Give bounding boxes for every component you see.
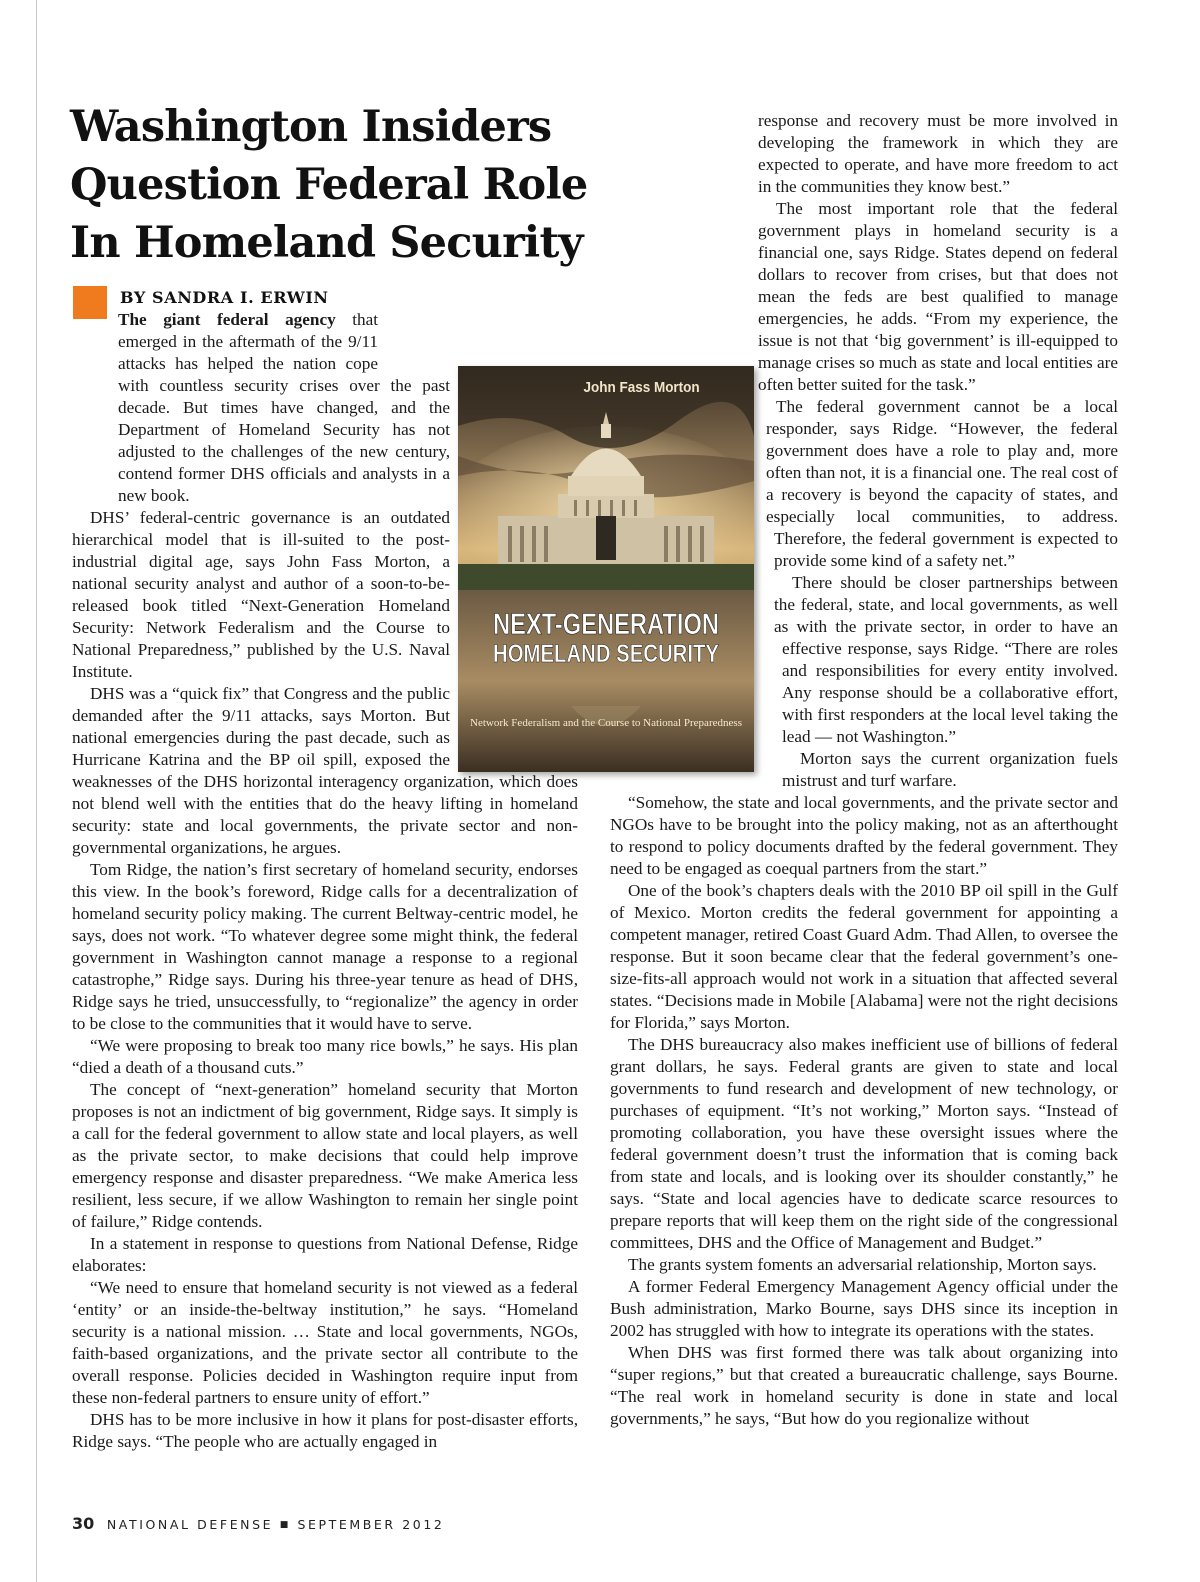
image-wrap-spacer-top xyxy=(378,309,578,361)
paragraph: In a statement in response to questions from National Defense, Ridge elaborates: xyxy=(72,1234,578,1275)
paragraph: A former Federal Emergency Management Agency official under the Bush administration, Marko Bourne, says DHS since its inception in 2002 has struggled with how to integrate its operations with the states. xyxy=(610,1277,1118,1340)
lead-in: The giant federal agency xyxy=(118,310,336,329)
page-margin-rule xyxy=(36,0,37,1582)
article-headline: Washington Insiders Question Federal Role In Homeland Security xyxy=(70,102,588,268)
paragraph: DHS has to be more inclusive in how it plans for post-disaster efforts, Ridge says. “The people who are actually engaged in xyxy=(72,1410,578,1451)
paragraph: Tom Ridge, the nation’s first secretary of homeland security, endorses this view. In the book’s foreword, Ridge calls for a decentralization of homeland security policy making. The current Beltway-centric model, he says, does not work. “To whatever degree some might think, the federal government in Washington cannot manage a response to a regional catastrophe,” Ridge says. During his three-year tenure as head of DHS, Ridge says he tried, unsuccessfully, to “regionalize” the agency in order to be close to the communities that it would have to serve. xyxy=(72,860,578,1033)
paragraph: response and recovery must be more involved in developing the framework in which they are expected to operate, and have more freedom to act in the communities they know best.” xyxy=(758,111,1118,196)
paragraph: The DHS bureaucracy also makes inefficient use of billions of federal grant dollars, he says. Federal grants are given to state and local governments to fund research and development of new technology, or purchases of equipment. “It’s not working,” Morton says. “Instead of promoting collaboration, you have these oversight issues where the federal government doesn’t trust the information that is coming back from state and locals, and is looking over its shoulder constantly,” he says. “State and local agencies have to dedicate scarce resources to prepare reports that will keep them on the right side of the congressional committees, DHS and the Office of Management and Budget.” xyxy=(610,1035,1118,1252)
paragraph: “Somehow, the state and local governments, and the private sector and NGOs have to be brought into the policy making, not as an afterthought to respond to policy documents drafted by the federal government. They need to be engaged as coequal partners from the start.” xyxy=(610,793,1118,878)
book-author: John Fass Morton xyxy=(583,379,700,397)
issue-date: SEPTEMBER 2012 xyxy=(297,1517,445,1532)
paragraph: The federal government cannot be a local responder, says Ridge. “However, the federal government does have a role to play and, more often than not, it is a financial one. The real cost of a recovery is beyond the capacity of states, and especially local communities, to address. Therefore, the federal government is expected to provide some kind of a safety net.” xyxy=(766,397,1118,570)
book-title-line1: NEXT-GENERATION xyxy=(493,608,719,641)
paragraph: DHS was a “quick fix” that Congress and the public demanded after the 9/11 attacks, says Morton. But national emergencies during the past decade, such as Hurricane Katrina and the BP oil spill, exposed the weaknesses of the DHS horizontal interagency organization, which does not blend well with the entities that do the heavy lifting in homeland security: state and local governments, the private sector and non-governmental organizations, he argues. xyxy=(72,684,578,857)
book-title-line2: HOMELAND SECURITY xyxy=(493,640,720,668)
statue xyxy=(596,516,616,560)
book-cover-art xyxy=(458,366,754,772)
paragraph: The grants system foments an adversarial relationship, Morton says. xyxy=(628,1255,1097,1274)
book-subtitle: Network Federalism and the Course to National Preparedness xyxy=(470,717,742,729)
paragraph: The most important role that the federal government plays in homeland security is a financial one, says Ridge. States depend on federal dollars to recover from crises, but that does not mean the feds are best qualified to manage emergencies, he adds. “From my experience, the issue is not that ‘big government’ is ill-equipped to manage crises so much as state and local entities are often better suited for the task.” xyxy=(758,199,1118,394)
paragraph: “We were proposing to break too many rice bowls,” he says. His plan “died a death of a thousand cuts.” xyxy=(72,1036,578,1077)
page-footer xyxy=(72,1514,444,1533)
paragraph: There should be closer partnerships between the federal, state, and local governments, as well as with the private sector, in order to have an effective response, says Ridge. “There are roles and responsibilities for every entity involved. Any response should be a collaborative effort, with first responders at the local level taking the lead — not Washington.” xyxy=(774,573,1118,746)
paragraph: When DHS was first formed there was talk about organizing into “super regions,” but that created a bureaucratic challenge, says Bourne. “The real work in homeland security is done in state and local governments,” he says, “But how do you regionalize without xyxy=(610,1343,1118,1428)
footer-separator: ■ xyxy=(279,1520,291,1530)
publication-name: NATIONAL DEFENSE xyxy=(106,1517,274,1532)
page-number: 30 xyxy=(72,1514,95,1533)
paragraph: The concept of “next-generation” homeland security that Morton proposes is not an indictment of big government, Ridge says. It simply is a call for the federal government to allow state and local players, as well as the private sector, to make decisions that could help improve emergency response and disaster preparedness. “We make America less resilient, less secure, if we allow Washington to remain her single point of failure,” Ridge contends. xyxy=(72,1080,578,1231)
byline: BY SANDRA I. ERWIN xyxy=(120,288,329,307)
book-cover xyxy=(458,366,754,772)
paragraph-text: that emerged in the aftermath of the 9/11 attacks has helped the nation cope with countless security crises over the past decade. But times have changed, and the Department of Homeland Security has not adjusted to the challenges of the new century, contend former DHS officials and analysts in a new book. xyxy=(118,310,450,505)
paragraph: One of the book’s chapters deals with the 2010 BP oil spill in the Gulf of Mexico. Morton credits the federal government for appointing a competent manager, retired Coast Guard Adm. Thad Allen, to oversee the response. But it soon became clear that the federal government’s one-size-fits-all approach would not work in a situation that affected several states. “Decisions made in Mobile [Alabama] were not the right decisions for Florida,” says Morton. xyxy=(610,881,1118,1032)
paragraph: Morton says the current organization fuels mistrust and turf warfare. xyxy=(782,749,1118,790)
paragraph: DHS’ federal-centric governance is an outdated hierarchical model that is ill-suited to the post-industrial digital age, says John Fass Morton, a national security analyst and author of a soon-to-be-released book titled “Next-Generation Homeland Security: Network Federalism and the Course to National Preparedness,” published by the U.S. Naval Institute. xyxy=(72,508,450,681)
cover-lawn xyxy=(458,564,754,590)
paragraph: “We need to ensure that homeland security is not viewed as a federal ‘entity’ or an inside-the-beltway institution,” he says. “Homeland security is a national mission. … State and local governments, NGOs, faith-based organizations, and the private sector all contribute to the overall response. Policies decided in Washington require input from these non-federal partners to ensure unity of effort.” xyxy=(72,1278,578,1407)
